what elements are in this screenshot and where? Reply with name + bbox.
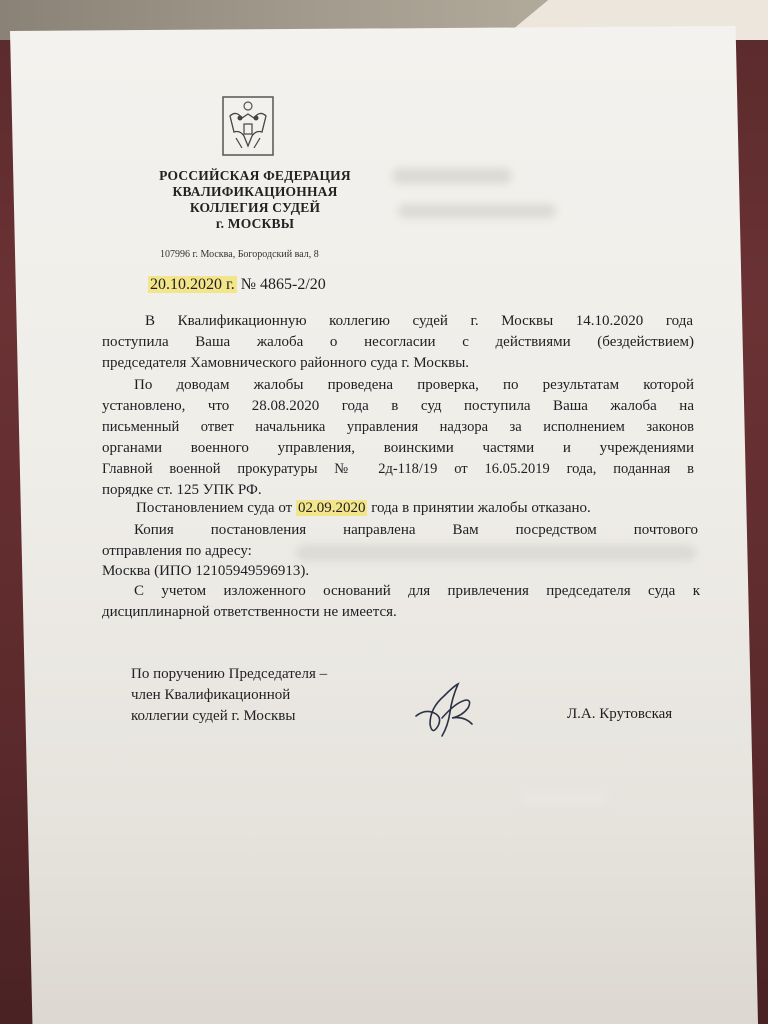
redacted-recipient-line-2	[398, 204, 556, 218]
paragraph-5-line-2: дисциплинарной ответственности не имеется.	[102, 604, 397, 620]
paragraph-4-line-1: Копия постановления направлена Вам посредством почтового	[134, 522, 698, 538]
paragraph-2-line-4: органами военного управления, воинскими частями и учреждениями	[102, 440, 694, 456]
paragraph-3-suffix: года в принятии жалобы отказано.	[367, 500, 591, 516]
redacted-address	[296, 545, 696, 561]
paragraph-1-line-3: председателя Хамовнического районного суда г. Москвы.	[102, 355, 470, 371]
paragraph-3-prefix: Постановлением суда от	[136, 500, 296, 516]
reference-line	[148, 276, 326, 294]
paragraph-1-line-1: В Квалификационную коллегию судей г. Москвы 14.10.2020 года	[145, 313, 693, 329]
paragraph-2-line-2: установлено, что 28.08.2020 года в суд поступила Ваша жалоба на	[102, 398, 694, 414]
header-line-3: КОЛЛЕГИЯ СУДЕЙ	[189, 200, 321, 215]
signature-title-line-1: По поручению Председателя –	[131, 666, 328, 682]
header-line-2: КВАЛИФИКАЦИОННАЯ	[172, 184, 338, 199]
paragraph-5-line-1: С учетом изложенного оснований для привлечения председателя суда к	[134, 583, 700, 599]
coat-of-arms-emblem-icon	[222, 96, 274, 156]
paragraph-2-line-3: письменный ответ начальника управления надзора за исполнением законов	[102, 419, 694, 435]
paragraph-2-line-1: По доводам жалобы проведена проверка, по результатам которой	[134, 377, 694, 393]
signature-title-line-3: коллегии судей г. Москвы	[131, 708, 296, 724]
redacted-recipient-line-1	[392, 168, 512, 184]
paragraph-4-line-3: Москва (ИПО 12105949596913).	[102, 563, 310, 579]
reference-number: № 4865-2/20	[240, 276, 326, 293]
reference-date: 20.10.2020 г.	[150, 276, 235, 293]
header-line-1: РОССИЙСКАЯ ФЕДЕРАЦИЯ	[159, 168, 351, 183]
header-line-4: г. МОСКВЫ	[215, 216, 295, 231]
sender-address: 107996 г. Москва, Богородский вал, 8	[160, 249, 319, 260]
paragraph-3-date: 02.09.2020	[297, 500, 366, 516]
redacted-footer	[520, 792, 610, 804]
paragraph-2-line-5: Главной военной прокуратуры № 2д-118/19 от 16.05.2019 года, поданная в	[102, 461, 694, 477]
signatory-name: Л.А. Крутовская	[567, 706, 673, 722]
handwritten-signature-icon	[412, 678, 482, 740]
paragraph-1-line-2: поступила Ваша жалоба о несогласии с действиями (бездействием)	[102, 334, 694, 350]
paragraph-2-line-6: порядке ст. 125 УПК РФ.	[102, 482, 262, 498]
paragraph-3	[136, 500, 591, 517]
signature-title-line-2: член Квалификационной	[131, 687, 291, 703]
paragraph-4-line-2: отправления по адресу:	[102, 543, 252, 559]
